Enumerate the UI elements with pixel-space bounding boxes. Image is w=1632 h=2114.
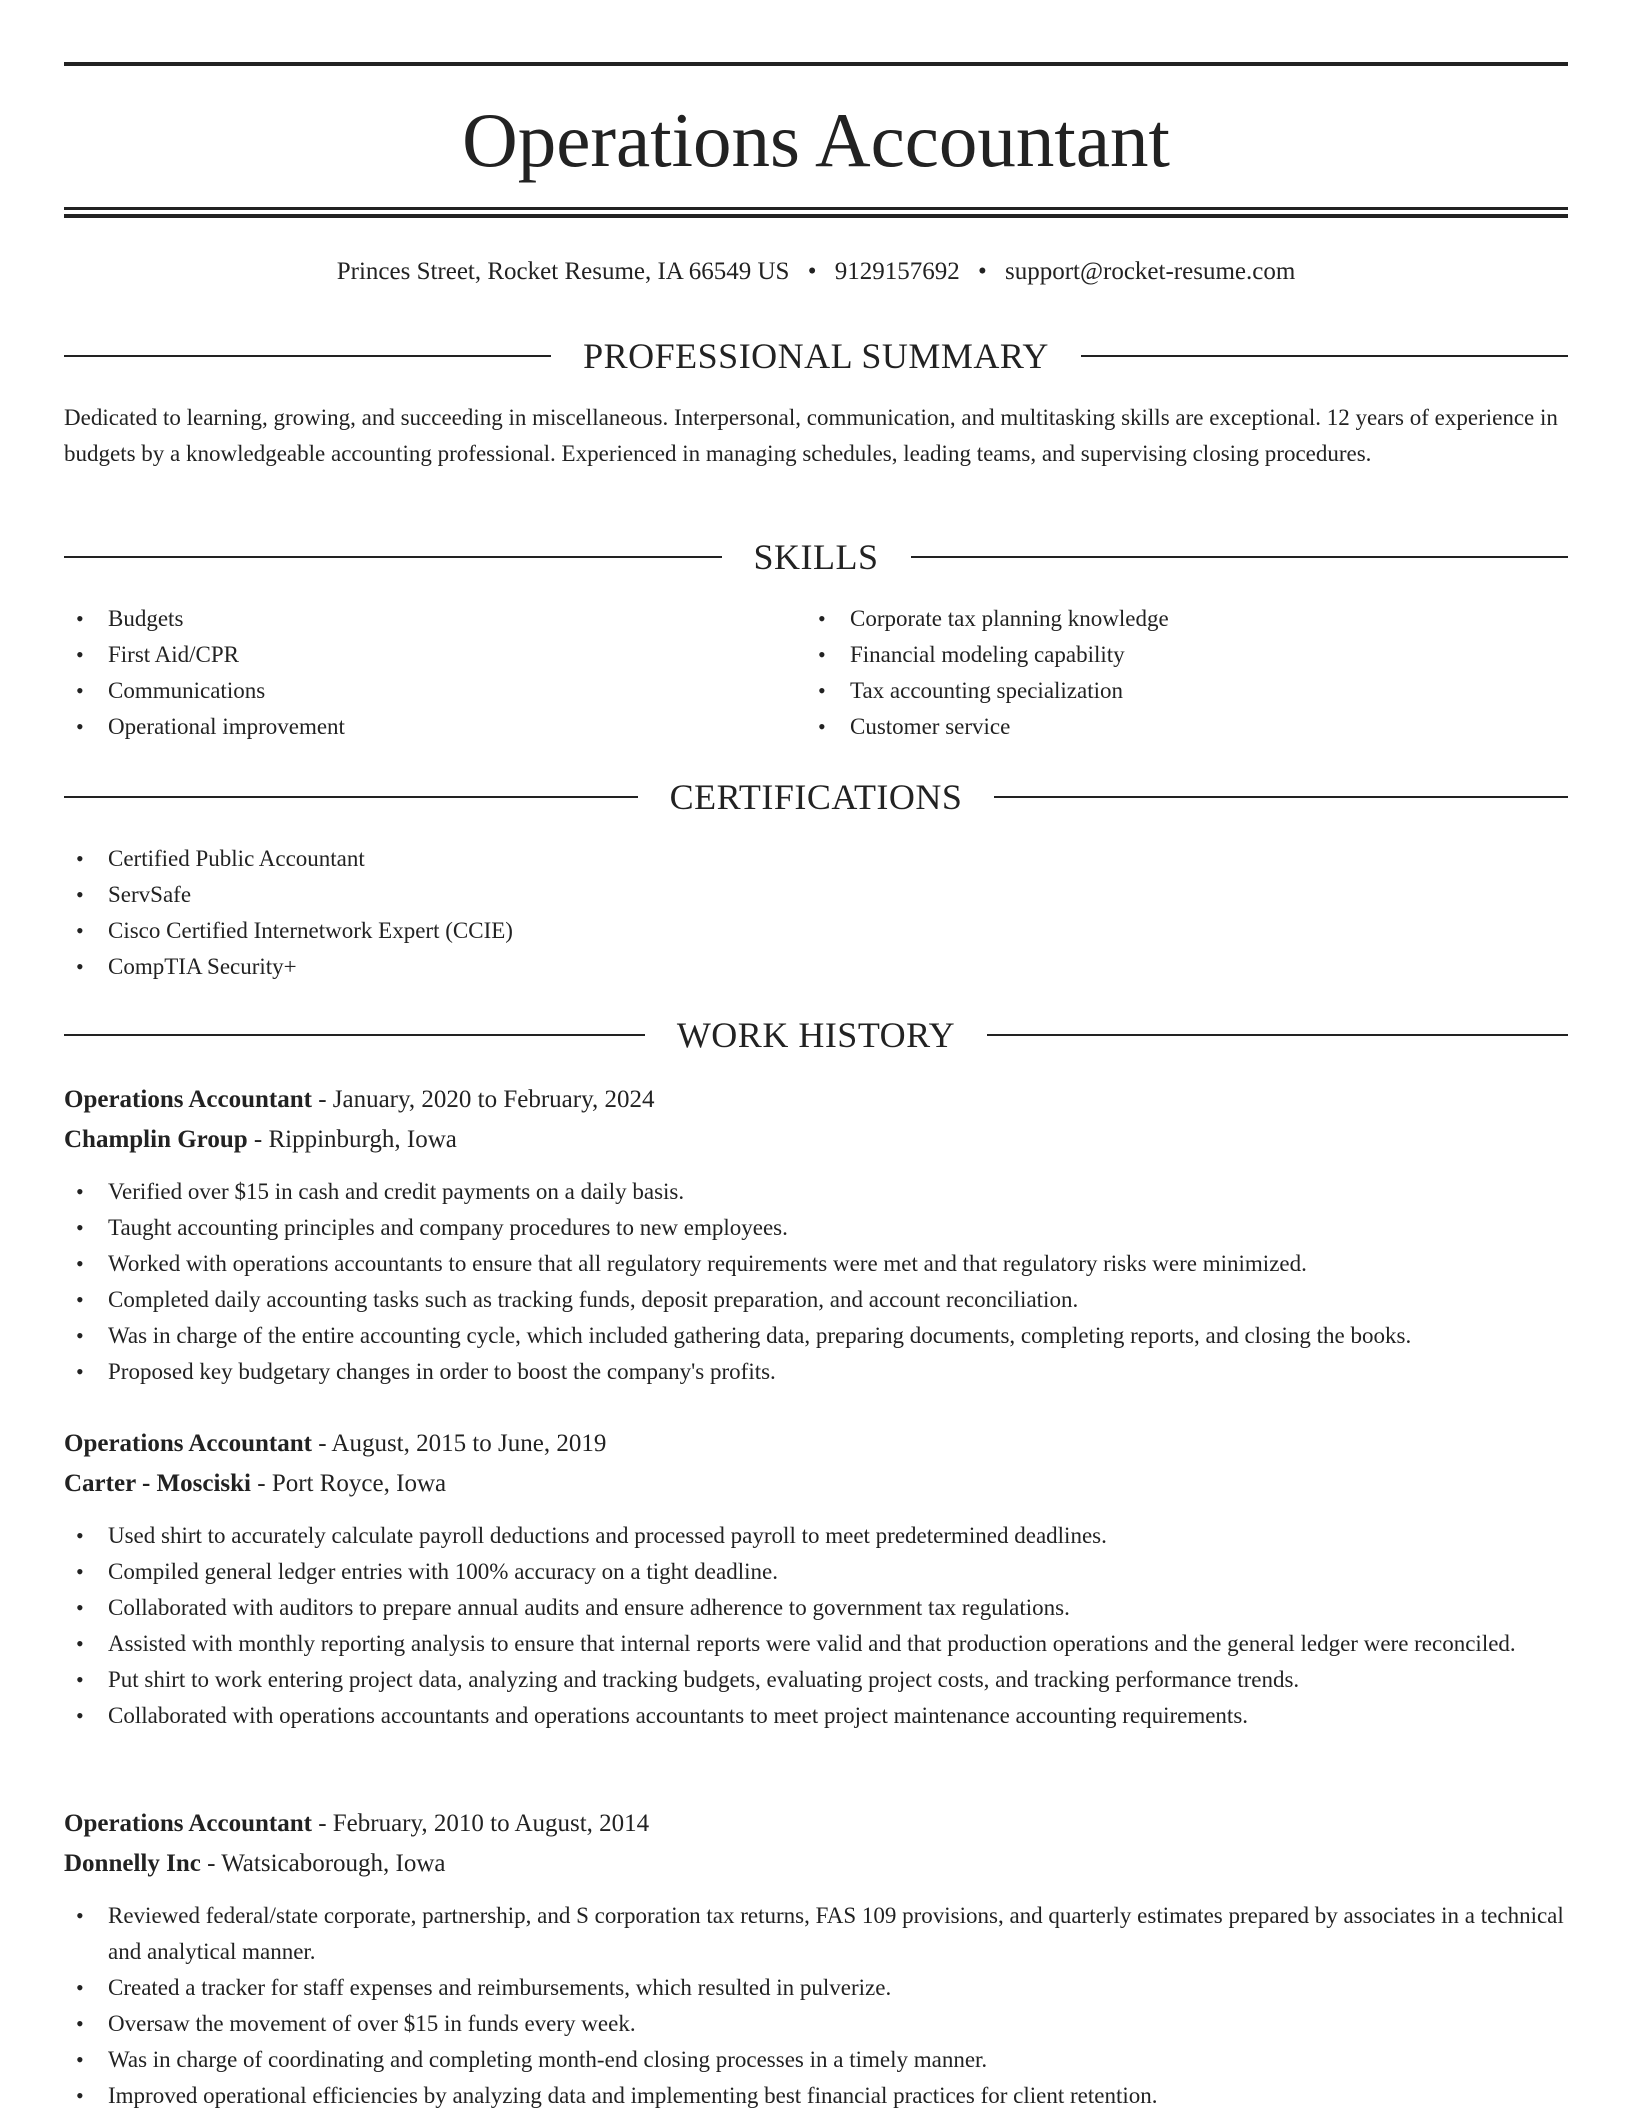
contact-address: Princes Street, Rocket Resume, IA 66549 US <box>336 258 790 285</box>
job-bullet: • Completed daily accounting tasks such as tracking funds, deposit preparation, and account reconciliation. <box>64 1282 1568 1318</box>
job-dates: - August, 2015 to June, 2019 <box>311 1430 607 1457</box>
job-dates: - February, 2010 to August, 2014 <box>311 1810 650 1837</box>
job-location: - Watsicaborough, Iowa <box>200 1850 446 1877</box>
job-bullets <box>64 1518 1568 1734</box>
contact-phone: 9129157692 <box>834 258 960 285</box>
heading-rule-left <box>64 556 722 558</box>
job-bullet: • Assisted with monthly reporting analysis to ensure that internal reports were valid and that production operations and the general ledger were reconciled. <box>64 1626 1568 1662</box>
job-title: Operations Accountant <box>64 1430 312 1457</box>
skill-item: • Tax accounting specialization <box>806 673 1169 709</box>
certification-item: • Certified Public Accountant <box>64 841 513 877</box>
skill-item: • Budgets <box>64 601 345 637</box>
skill-item: • Corporate tax planning knowledge <box>806 601 1169 637</box>
job-bullet: • Created a tracker for staff expenses and reimbursements, which resulted in pulverize. <box>64 1970 1568 2006</box>
job-company: Champlin Group <box>64 1126 248 1153</box>
contact-email: support@rocket-resume.com <box>1004 258 1296 285</box>
contact-separator: • <box>977 258 987 285</box>
skills-list-right <box>806 601 1169 745</box>
job-bullet: • Taught accounting principles and company procedures to new employees. <box>64 1210 1568 1246</box>
skill-item: • Customer service <box>806 709 1169 745</box>
section-label: WORK HISTORY <box>676 1015 956 1055</box>
job-entry <box>64 1424 1568 1734</box>
job-bullet: • Worked with operations accountants to ensure that all regulatory requirements were met and that regulatory risks were minimized. <box>64 1246 1568 1282</box>
job-bullet: • Improved operational efficiencies by analyzing data and implementing best financial practices for client retention. <box>64 2078 1568 2114</box>
job-location: - Port Royce, Iowa <box>251 1470 447 1497</box>
job-company-line <box>64 1464 1568 1504</box>
skill-item: • Operational improvement <box>64 709 345 745</box>
section-heading-work-history <box>64 1013 1568 1057</box>
job-title: Operations Accountant <box>64 1810 312 1837</box>
job-company-line <box>64 1120 1568 1160</box>
section-label: SKILLS <box>753 537 879 577</box>
section-heading-skills <box>64 535 1568 579</box>
certifications-list <box>64 841 513 985</box>
job-bullet: • Used shirt to accurately calculate payroll deductions and processed payroll to meet predetermined deadlines. <box>64 1518 1568 1554</box>
job-company-line <box>64 1844 1568 1884</box>
skill-item: • Communications <box>64 673 345 709</box>
job-bullet: • Proposed key budgetary changes in order to boost the company's profits. <box>64 1354 1568 1390</box>
job-bullets <box>64 1898 1568 2114</box>
job-bullet: • Was in charge of coordinating and completing month-end closing processes in a timely manner. <box>64 2042 1568 2078</box>
skill-item: • Financial modeling capability <box>806 637 1169 673</box>
job-company: Donnelly Inc <box>64 1850 201 1877</box>
job-bullet: • Oversaw the movement of over $15 in funds every week. <box>64 2006 1568 2042</box>
job-dates: - January, 2020 to February, 2024 <box>311 1086 655 1113</box>
heading-rule-right <box>1081 355 1568 357</box>
skill-item: • First Aid/CPR <box>64 637 345 673</box>
heading-rule-left <box>64 355 551 357</box>
certification-item: • CompTIA Security+ <box>64 949 513 985</box>
job-bullet: • Collaborated with operations accountants and operations accountants to meet project maintenance accounting requirements. <box>64 1698 1568 1734</box>
certification-item: • Cisco Certified Internetwork Expert (CCIE) <box>64 913 513 949</box>
heading-rule-right <box>994 796 1568 798</box>
heading-rule-left <box>64 1034 645 1036</box>
job-title-line <box>64 1804 1568 1844</box>
section-heading-summary <box>64 334 1568 378</box>
section-label: PROFESSIONAL SUMMARY <box>583 336 1049 376</box>
page-title: Operations Accountant <box>462 97 1170 183</box>
heading-rule-right <box>911 556 1569 558</box>
heading-rule-right <box>987 1034 1568 1036</box>
skills-list-left <box>64 601 345 745</box>
job-bullet: • Verified over $15 in cash and credit payments on a daily basis. <box>64 1174 1568 1210</box>
job-bullets <box>64 1174 1568 1390</box>
job-bullet: • Put shirt to work entering project data, analyzing and tracking budgets, evaluating project costs, and tracking performance trends. <box>64 1662 1568 1698</box>
job-title: Operations Accountant <box>64 1086 312 1113</box>
title-double-rule <box>64 207 1568 218</box>
top-rule <box>64 62 1568 66</box>
job-bullet: • Reviewed federal/state corporate, partnership, and S corporation tax returns, FAS 109 provisions, and quarterly estimates prepared by associates in a technical and analytical manner. <box>64 1898 1568 1970</box>
heading-rule-left <box>64 796 638 798</box>
job-title-line <box>64 1080 1568 1120</box>
job-entry <box>64 1804 1568 2114</box>
certification-item: • ServSafe <box>64 877 513 913</box>
job-title-line <box>64 1424 1568 1464</box>
contact-line <box>64 254 1568 290</box>
section-label: CERTIFICATIONS <box>669 777 963 817</box>
contact-separator: • <box>807 258 817 285</box>
section-heading-certifications <box>64 775 1568 819</box>
job-company: Carter - Mosciski <box>64 1470 251 1497</box>
job-location: - Rippinburgh, Iowa <box>247 1126 457 1153</box>
summary-text: Dedicated to learning, growing, and succeeding in miscellaneous. Interpersonal, communication, and multitasking skills are exceptional. 12 years of experience in budgets by a knowledgeable accounting professional. Experienced in managing schedules, leading teams, and supervising closing procedures. <box>64 405 1558 466</box>
job-bullet: • Was in charge of the entire accounting cycle, which included gathering data, preparing documents, completing reports, and closing the books. <box>64 1318 1568 1354</box>
job-bullet: • Collaborated with auditors to prepare annual audits and ensure adherence to government tax regulations. <box>64 1590 1568 1626</box>
job-entry <box>64 1080 1568 1390</box>
job-bullet: • Compiled general ledger entries with 100% accuracy on a tight deadline. <box>64 1554 1568 1590</box>
